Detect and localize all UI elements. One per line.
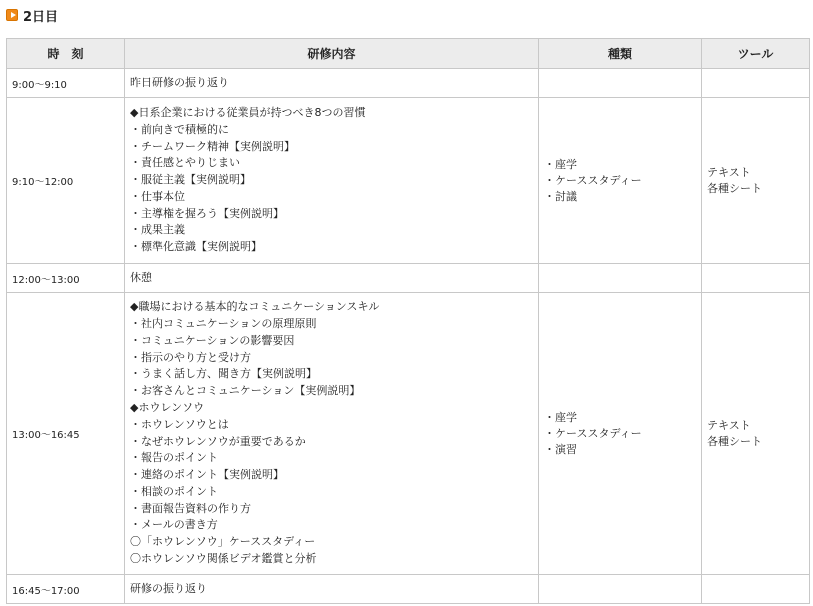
- content-line: ◆職場における基本的なコミュニケーションスキル: [130, 300, 380, 314]
- content-line: 休憩: [130, 270, 152, 284]
- table-row: [7, 293, 810, 575]
- content-line: ・うまく話し方、聞き方【実例説明】: [130, 367, 317, 381]
- cell-time: 13:00～16:45: [7, 293, 125, 575]
- content-line: 〇「ホウレンソウ」ケーススタディー: [130, 535, 316, 549]
- type-line: ・討議: [544, 189, 577, 203]
- cell-type: [539, 98, 702, 264]
- content-line: ・ホウレンソウとは: [130, 417, 229, 431]
- cell-content: [125, 69, 539, 98]
- type-line: ・ケーススタディー: [544, 426, 642, 440]
- content-line: ・服従主義【実例説明】: [130, 173, 251, 187]
- cell-type: [539, 69, 702, 98]
- cell-time: 16:45～17:00: [7, 575, 125, 604]
- content-line: ・標準化意識【実例説明】: [130, 240, 262, 254]
- table-row: [7, 69, 810, 98]
- cell-content: [125, 575, 539, 604]
- table-row: [7, 264, 810, 293]
- cell-tool: [702, 69, 810, 98]
- content-line: ・連絡のポイント【実例説明】: [130, 468, 284, 482]
- content-line: ・チームワーク精神【実例説明】: [130, 139, 295, 153]
- cell-type: [539, 293, 702, 575]
- content-line: ・お客さんとコミュニケーション【実例説明】: [130, 384, 361, 398]
- content-line: ・報告のポイント: [130, 451, 218, 465]
- tool-line: テキスト: [707, 418, 751, 432]
- type-line: ・座学: [544, 410, 577, 424]
- table-row: [7, 575, 810, 604]
- header-tool: ツール: [702, 39, 810, 69]
- content-line: ◆日系企業における従業員が持つべき8つの習慣: [130, 105, 366, 119]
- content-line: 昨日研修の振り返り: [130, 75, 229, 89]
- tool-line: テキスト: [707, 165, 751, 179]
- content-line: ・相談のポイント: [130, 484, 218, 498]
- content-line: ・責任感とやりじまい: [130, 156, 240, 170]
- header-content: 研修内容: [125, 39, 539, 69]
- content-line: ・仕事本位: [130, 189, 185, 203]
- content-line: ・書面報告資料の作り方: [130, 501, 251, 515]
- cell-content: [125, 293, 539, 575]
- type-line: ・演習: [544, 442, 577, 456]
- content-line: ・メールの書き方: [130, 518, 218, 532]
- content-line: ・成果主義: [130, 223, 185, 237]
- table-row: [7, 98, 810, 264]
- schedule-table: [6, 38, 810, 604]
- content-line: ◆ホウレンソウ: [130, 400, 205, 414]
- cell-time: 9:00～9:10: [7, 69, 125, 98]
- content-line: ・コミュニケーションの影響要因: [130, 333, 295, 347]
- cell-type: [539, 575, 702, 604]
- cell-tool: [702, 98, 810, 264]
- day-title: 2日目: [23, 9, 59, 25]
- cell-tool: [702, 264, 810, 293]
- header-type: 種類: [539, 39, 702, 69]
- tool-line: 各種シート: [707, 434, 762, 448]
- cell-tool: [702, 293, 810, 575]
- cell-content: [125, 98, 539, 264]
- play-arrow-icon: [6, 9, 18, 21]
- content-line: ・主導権を握ろう【実例説明】: [130, 206, 284, 220]
- table-header-row: [7, 39, 810, 69]
- content-line: 〇ホウレンソウ関係ビデオ鑑賞と分析: [130, 552, 317, 566]
- content-line: ・指示のやり方と受け方: [130, 350, 251, 364]
- type-line: ・座学: [544, 157, 577, 171]
- content-line: ・前向きで積極的に: [130, 122, 229, 136]
- content-line: ・なぜホウレンソウが重要であるか: [130, 434, 306, 448]
- tool-line: 各種シート: [707, 181, 762, 195]
- cell-content: [125, 264, 539, 293]
- header-time: 時 刻: [7, 39, 125, 69]
- cell-time: 9:10～12:00: [7, 98, 125, 264]
- cell-time: 12:00～13:00: [7, 264, 125, 293]
- type-line: ・ケーススタディー: [544, 173, 642, 187]
- content-line: ・社内コミュニケーションの原理原則: [130, 316, 317, 330]
- day-heading: [6, 6, 58, 24]
- cell-tool: [702, 575, 810, 604]
- content-line: 研修の振り返り: [130, 581, 207, 595]
- cell-type: [539, 264, 702, 293]
